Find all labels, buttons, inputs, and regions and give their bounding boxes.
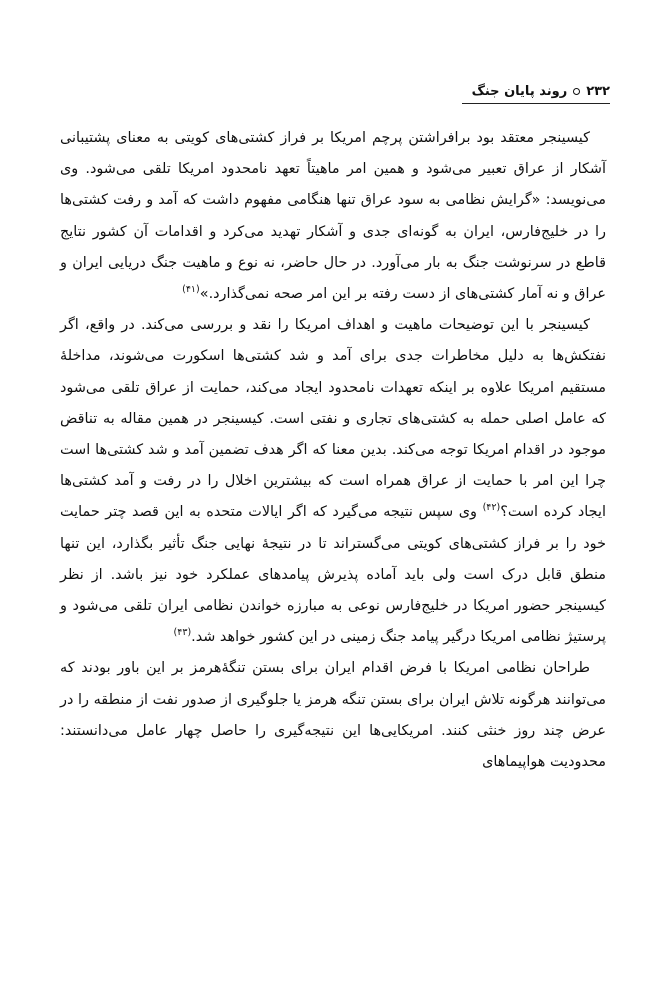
chapter-title: روند پایان جنگ — [471, 83, 568, 99]
paragraph-3 — [60, 653, 606, 778]
page-number: ۲۳۲ — [586, 83, 610, 99]
paragraph-text: وی سپس نتیجه می‌گیرد که اگر ایالات متحده به این قصد چتر حمایت خود را بر فراز کشتی‌های کویتی می‌گستراند تا در نتیجهٔ نهایی جنگ تأثیر بگذارد، این تنها منطق قابل درک است ولی باید آماده پذیرش پیامدهای عملکرد خود نیز باشد. از نظر کیسینجر حضور امریکا در خلیج‌فارس نوعی به مبارزه خواندن نظامی ایران تلقی می‌شود و پرستیژ نظامی امریکا درگیر پیامد جنگ زمینی در این کشور خواهد شد. — [60, 504, 606, 646]
paragraph-text: طراحان نظامی امریکا با فرض اقدام ایران برای بستن تنگهٔ‌هرمز بر این باور بودند که می‌توانند هرگونه تلاش ایران برای بستن تنگه هرمز یا جلوگیری از صدور نفت از منطقه را در عرض چند روز خنثی کنند. امریکایی‌ها این نتیجه‌گیری را حاصل چهار عامل می‌دانستند: محدودیت هواپیماهای — [60, 660, 606, 771]
footnote-ref: (۴۱) — [182, 284, 200, 296]
footnote-ref: (۴۲) — [482, 502, 501, 514]
body-text — [60, 123, 606, 778]
footnote-ref: (۴۳) — [173, 627, 192, 639]
paragraph-2 — [60, 310, 606, 653]
paragraph-text: کیسینجر معتقد بود برافراشتن پرچم امریکا بر فراز کشتی‌های کویتی به معنای پشتیبانی آشکار از عراق تعبیر می‌شود و همین امر ماهیتاً تعهد نامحدود امریکا تلقی می‌شود. وی می‌نویسد: «گرایش نظامی به سود عراق تنها هنگامی مفهوم داشت که آمد و رفت کشتی‌ها را در خلیج‌فارس، ایران به گونه‌ای جدی و آشکار تهدید می‌کرد و اقدامات آن کشور نتایج قاطع در سرنوشت جنگ به بار می‌آورد. در حال حاضر، نه نوع و ماهیت جنگ دریایی ایران و عراق و نه آمار کشتی‌های از دست رفته بر این امر صحه نمی‌گذارد.» — [60, 130, 606, 303]
paragraph-text: کیسینجر با این توضیحات ماهیت و اهداف امریکا را نقد و بررسی می‌کند. در واقع، اگر نفتکش‌ها به دلیل مخاطرات جدی برای آمد و شد کشتی‌ها اسکورت می‌شوند، مداخلهٔ مستقیم امریکا علاوه بر اینکه تعهدات نامحدود ایجاد می‌کند، حمایت از عراق تلقی می‌شود که عامل اصلی حمله به کشتی‌های تجاری و نفتی است. کیسینجر در همین مقاله به تناقض موجود در اقدام امریکا توجه می‌کند. بدین معنا که اگر هدف تضمین آمد و شد کشتی‌ها است چرا این امر با حمایت از عراق همراه است که بیشترین اخلال را در رفت و آمد کشتی‌ها ایجاد کرده است؟ — [60, 317, 606, 521]
paragraph-1 — [60, 123, 606, 310]
circle-separator-icon — [573, 88, 580, 95]
running-header — [56, 76, 610, 106]
header-rule — [462, 103, 610, 104]
